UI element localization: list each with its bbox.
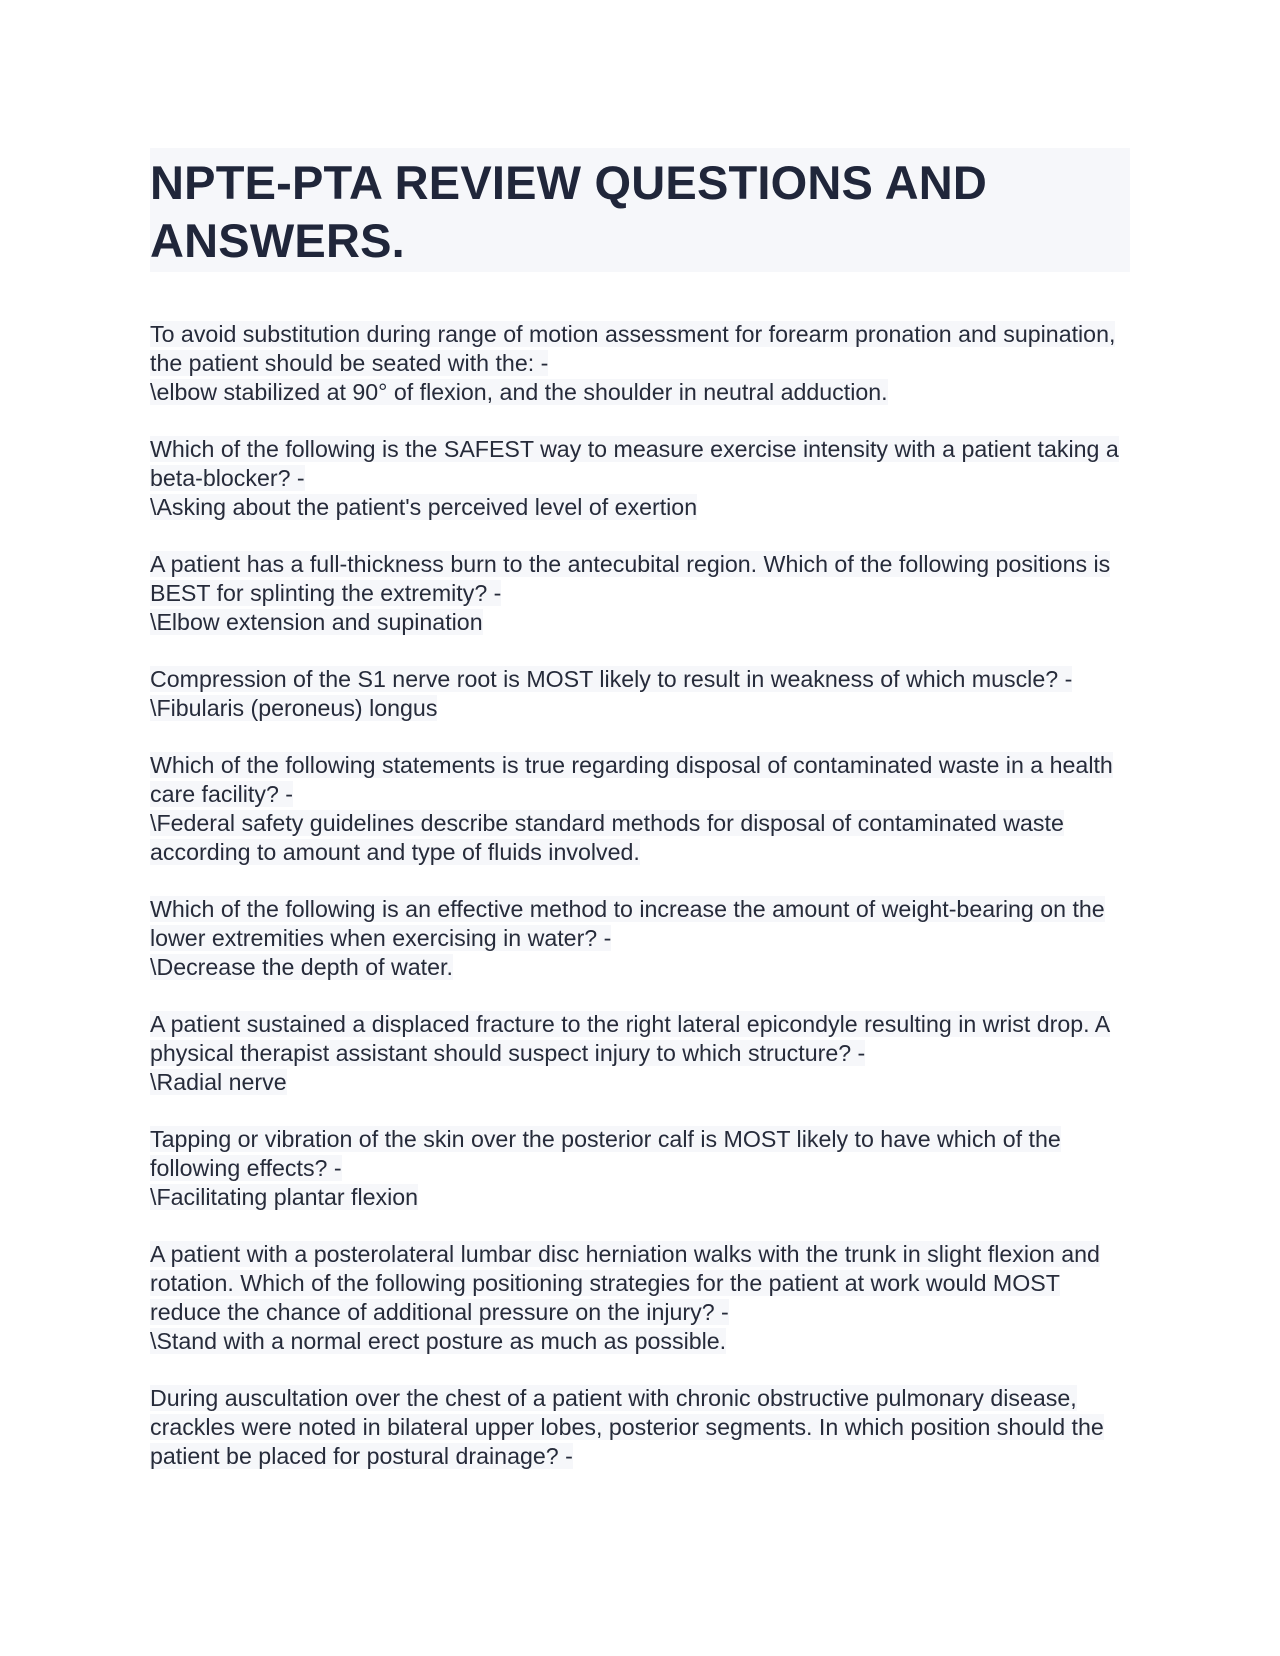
answer-text: \Decrease the depth of water. — [150, 954, 453, 980]
answer-text: \Fibularis (peroneus) longus — [150, 695, 438, 721]
answer-text: \Facilitating plantar flexion — [150, 1184, 419, 1210]
qa-item — [150, 1125, 1130, 1212]
qa-item — [150, 435, 1130, 522]
question-text: A patient sustained a displaced fracture to the right lateral epicondyle resulting in wrist drop. A physical therapist assistant should suspect injury to which structure? - — [150, 1011, 1111, 1066]
answer-text: \elbow stabilized at 90° of flexion, and the shoulder in neutral adduction. — [150, 379, 888, 405]
answer-text: \Elbow extension and supination — [150, 609, 483, 635]
question-text: Which of the following is the SAFEST way to measure exercise intensity with a patient taking a beta-blocker? - — [150, 436, 1119, 491]
qa-item — [150, 1240, 1130, 1356]
qa-item — [150, 550, 1130, 637]
question-text: A patient has a full-thickness burn to the antecubital region. Which of the following positions is BEST for splinting the extremity? - — [150, 551, 1111, 606]
qa-item — [150, 320, 1130, 407]
question-text: During auscultation over the chest of a patient with chronic obstructive pulmonary disease, crackles were noted in bilateral upper lobes, posterior segments. In which position should the patient be placed for postural drainage? - — [150, 1385, 1104, 1469]
answer-text: \Federal safety guidelines describe standard methods for disposal of contaminated waste according to amount and type of fluids involved. — [150, 810, 1064, 865]
question-text: A patient with a posterolateral lumbar disc herniation walks with the trunk in slight flexion and rotation. Which of the following positioning strategies for the patient at work would MOST reduce the chance of additional pressure on the injury? - — [150, 1241, 1100, 1325]
question-text: To avoid substitution during range of motion assessment for forearm pronation and supination, the patient should be seated with the: - — [150, 321, 1116, 376]
qa-item — [150, 751, 1130, 867]
answer-text: \Asking about the patient's perceived level of exertion — [150, 494, 698, 520]
question-text: Which of the following is an effective method to increase the amount of weight-bearing on the lower extremities when exercising in water? - — [150, 896, 1105, 951]
document-page — [150, 148, 1130, 1499]
title-block — [150, 148, 1130, 272]
page-title: NPTE-PTA REVIEW QUESTIONS AND ANSWERS. — [150, 156, 988, 267]
question-text: Tapping or vibration of the skin over the posterior calf is MOST likely to have which of the following effects? - — [150, 1126, 1061, 1181]
qa-item — [150, 1010, 1130, 1097]
answer-text: \Stand with a normal erect posture as much as possible. — [150, 1328, 727, 1354]
qa-item — [150, 895, 1130, 982]
answer-text: \Radial nerve — [150, 1069, 287, 1095]
qa-item — [150, 1384, 1130, 1471]
qa-item — [150, 665, 1130, 723]
question-text: Which of the following statements is true regarding disposal of contaminated waste in a health care facility? - — [150, 752, 1113, 807]
question-text: Compression of the S1 nerve root is MOST likely to result in weakness of which muscle? - — [150, 666, 1073, 692]
